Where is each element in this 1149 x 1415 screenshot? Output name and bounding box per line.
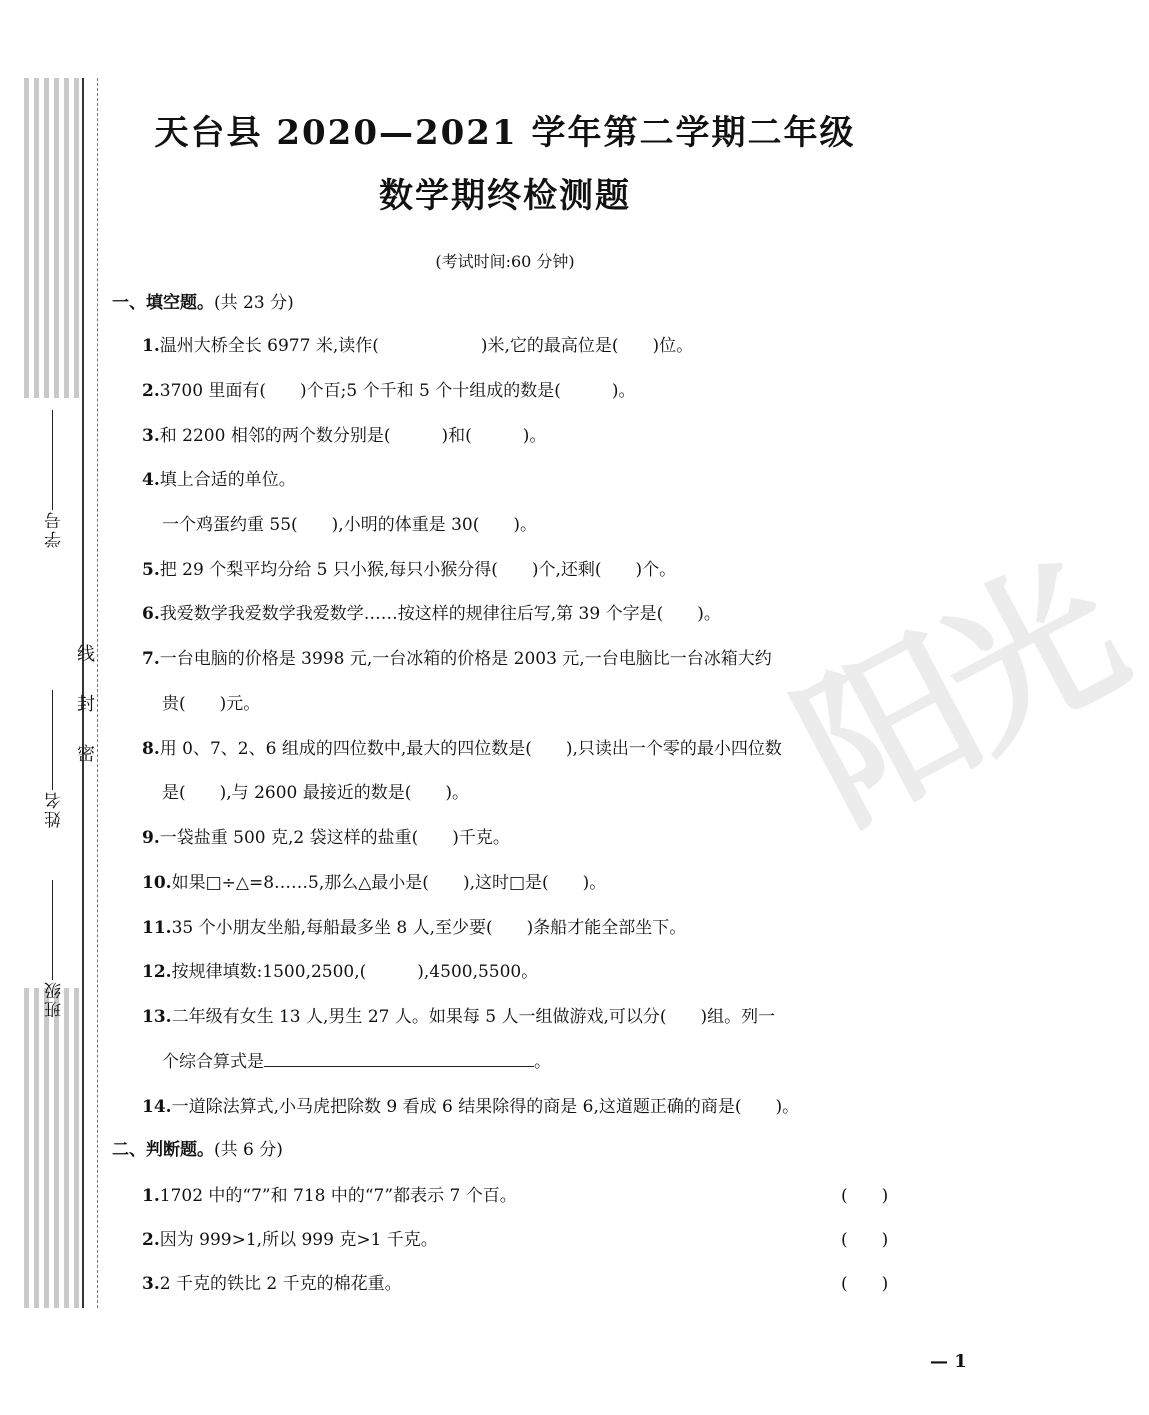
- question-text: 二年级有女生 13 人,男生 27 人。如果每 5 人一组做游戏,可以分( )组。列一: [171, 1007, 776, 1027]
- question-text: 用 0、7、2、6 组成的四位数中,最大的四位数是( ),只读出一个零的最小四位数: [159, 739, 782, 759]
- question-4-continuation: 一个鸡蛋约重 55( ),小明的体重是 30( )。: [162, 515, 538, 535]
- question-10: [142, 868, 606, 893]
- question-1: [142, 331, 693, 356]
- question-text: 填上合适的单位。: [159, 470, 296, 490]
- question-text: 如果□÷△=8……5,那么△最小是( ),这时□是( )。: [171, 873, 607, 893]
- question-number: 11.: [142, 918, 172, 938]
- question-7-continuation: 贵( )元。: [162, 694, 261, 714]
- question-14: [142, 1092, 799, 1117]
- question-11: [142, 913, 686, 938]
- question-number: 1.: [142, 1186, 160, 1206]
- question-text: 和 2200 相邻的两个数分别是( )和( )。: [159, 426, 547, 446]
- class-field[interactable]: [42, 880, 67, 1018]
- page-subtitle: 数学期终检测题: [379, 176, 631, 216]
- question-number: 10.: [142, 873, 172, 893]
- section1-title: 一、填空题。: [112, 293, 214, 313]
- question-text: 2 千克的铁比 2 千克的棉花重。: [159, 1274, 402, 1294]
- section1-heading: [112, 288, 294, 313]
- judge-question-2: [142, 1225, 438, 1250]
- student-id-label: 学号: [45, 510, 65, 548]
- question-text: 1702 中的“7”和 718 中的“7”都表示 7 个百。: [159, 1186, 517, 1206]
- question-text: 按规律填数:1500,2500,( ),4500,5500。: [171, 962, 539, 982]
- seal-xian: 线: [77, 644, 95, 665]
- section2-heading: [112, 1135, 283, 1160]
- question-number: 1.: [142, 336, 160, 356]
- section2-points: (共 6 分): [214, 1140, 283, 1160]
- page-title: 天台县 2020—2021 学年第二学期二年级: [154, 113, 856, 153]
- question-9: [142, 823, 510, 848]
- question-number: 8.: [142, 739, 160, 759]
- question-number: 3.: [142, 426, 160, 446]
- judge-answer-box-2[interactable]: ( ): [841, 1230, 889, 1250]
- section2-title: 二、判断题。: [112, 1140, 214, 1160]
- question-text: 把 29 个梨平均分给 5 只小猴,每只小猴分得( )个,还剩( )个。: [159, 560, 677, 580]
- question-number: 2.: [142, 1230, 160, 1250]
- question-4: [142, 465, 296, 490]
- question-number: 3.: [142, 1274, 160, 1294]
- formula-answer-line[interactable]: [264, 1052, 534, 1067]
- question-6: [142, 599, 721, 624]
- question-number: 2.: [142, 381, 160, 401]
- student-id-field[interactable]: [42, 410, 67, 548]
- question-7: [142, 644, 772, 669]
- student-name-label: 姓名: [45, 790, 65, 828]
- exam-time: (考试时间:60 分钟): [435, 252, 575, 271]
- question-number: 5.: [142, 560, 160, 580]
- formula-end: 。: [534, 1052, 551, 1072]
- question-number: 12.: [142, 962, 172, 982]
- question-13: [142, 1002, 775, 1027]
- question-text: 因为 999>1,所以 999 克>1 千克。: [159, 1230, 438, 1250]
- question-text: 温州大桥全长 6977 米,读作( )米,它的最高位是( )位。: [159, 336, 694, 356]
- class-label: 班级: [45, 980, 65, 1018]
- judge-question-3: [142, 1269, 402, 1294]
- question-number: 4.: [142, 470, 160, 490]
- question-text: 35 个小朋友坐船,每船最多坐 8 人,至少要( )条船才能全部坐下。: [171, 918, 687, 938]
- question-text: 我爱数学我爱数学我爱数学……按这样的规律往后写,第 39 个字是( )。: [159, 604, 721, 624]
- question-12: [142, 957, 538, 982]
- section1-points: (共 23 分): [214, 293, 294, 313]
- judge-answer-box-1[interactable]: ( ): [841, 1186, 889, 1206]
- seal-feng: 封: [77, 694, 95, 715]
- question-number: 13.: [142, 1007, 172, 1027]
- judge-question-1: [142, 1181, 517, 1206]
- formula-label: 个综合算式是: [162, 1052, 264, 1072]
- judge-answer-box-3[interactable]: ( ): [841, 1274, 889, 1294]
- question-8-continuation: 是( ),与 2600 最接近的数是( )。: [162, 783, 470, 803]
- question-number: 14.: [142, 1097, 172, 1117]
- question-number: 7.: [142, 649, 160, 669]
- question-8: [142, 734, 782, 759]
- question-2: [142, 376, 636, 401]
- margin-stripes-bottom: [24, 988, 80, 1308]
- question-text: 一道除法算式,小马虎把除数 9 看成 6 结果除得的商是 6,这道题正确的商是( )。: [171, 1097, 800, 1117]
- seal-mi: 密: [77, 744, 95, 765]
- student-name-field[interactable]: [42, 690, 67, 828]
- question-text: 一台电脑的价格是 3998 元,一台冰箱的价格是 2003 元,一台电脑比一台冰箱大约: [159, 649, 772, 669]
- question-3: [142, 421, 546, 446]
- question-13-continuation: [162, 1047, 551, 1072]
- question-number: 9.: [142, 828, 160, 848]
- page-number: — 1: [930, 1351, 967, 1372]
- question-number: 6.: [142, 604, 160, 624]
- question-text: 一袋盐重 500 克,2 袋这样的盐重( )千克。: [159, 828, 510, 848]
- watermark: 阳光: [769, 533, 1146, 859]
- question-5: [142, 555, 676, 580]
- question-text: 3700 里面有( )个百;5 个千和 5 个十组成的数是( )。: [159, 381, 636, 401]
